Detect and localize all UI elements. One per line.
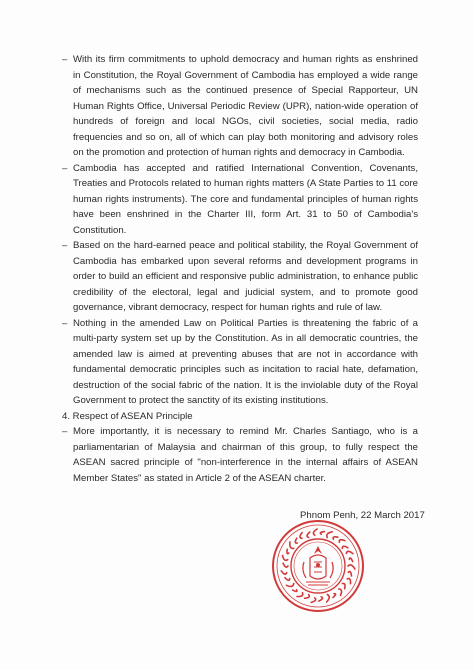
bullet-item [62,161,418,239]
bullet-dash: – [62,54,68,65]
seal-glyph-mark [339,540,345,543]
seal-glyph-mark [297,593,303,597]
bullet-item [62,424,418,486]
bullet-text: More importantly, it is necessary to remind Mr. Charles Santiago, who is a parliamentarian of Malaysia and chairman of this group, to fully respect the ASEAN sacred principle of "non-interference in the internal affairs of ASEAN Member States" as stated in Article 2 of the ASEAN charter. [73,426,418,484]
seal-glyph-mark [348,565,355,569]
seal-glyph-mark [333,537,338,539]
bullet-item [62,52,418,161]
seal-glyph-mark [293,590,297,592]
seal-glyph-mark [333,594,336,598]
section-heading: 4. Respect of ASEAN Principle [62,410,193,422]
seal-glyph-mark [295,538,297,543]
seal-glyph-mark [327,595,330,603]
seal-glyph-mark [349,558,352,562]
seal-glyph-mark [281,571,286,574]
bullet-dash: – [62,240,68,251]
seal-glyph-mark [307,532,310,538]
seal-glyph-mark [290,542,294,549]
seal-glyph-mark [348,572,351,576]
seal-glyph-mark [285,578,290,581]
bullet-dash: – [62,426,68,437]
seal-glyph-mark [320,532,324,535]
official-seal-icon [270,518,366,614]
seal-glyph-mark [305,595,310,599]
seal-glyph-mark [347,578,350,583]
seal-glyph-mark [283,563,288,567]
bullet-item [62,316,418,409]
seal-glyph-mark [319,597,323,601]
seal-glyph-mark [311,598,315,603]
bullet-text: With its firm commitments to uphold democracy and human rights as enshrined in Constitution, the Royal Government of Cambodia has employed a wide range of mechanisms such as the continued presence of Special Rapporteur, UN Human Rights Office, Universal Periodic Review (UPR), nation-wide operation of hundreds of foreign and local NGOs, civil societies, social media, radio frequencies and so on, all of which can play both monitoring and advisory roles on the promotion and protection of human rights and democracy in Cambodia. [73,54,418,158]
seal-glyph-mark [327,532,332,538]
seal-glyph-mark [300,533,302,539]
seal-glyph-mark [339,589,342,595]
bullet-item [62,238,418,316]
bullet-text: Based on the hard-earned peace and political stability, the Royal Government of Cambodia has embarked upon several reforms and development programs in order to build an efficient and responsive public administration, to enhance public credibility of the electoral, legal and judicial system, and to promote good governance, vibrant democracy, respect for human rights and rule of law. [73,240,418,313]
place-date: Phnom Penh, 22 March 2017 [300,510,425,521]
bullet-text: Cambodia has accepted and ratified International Convention, Covenants, Treaties and Protocols related to human rights matters (A State Parties to 11 core human rights instruments). The core and fundamental principles of human rights have been enshrined in the Charter III, form Art. 31 to 50 of Cambodia's Constitution. [73,162,419,236]
seal-glyph-mark [283,555,288,560]
seal-glyph-mark [287,549,289,553]
document-body [62,52,418,486]
bullet-dash: – [62,317,68,329]
seal-glyph-mark [313,529,317,535]
bullet-text: Nothing in the amended Law on Political Parties is threatening the fabric of a multi-party system set up by the Constitution. As in all democratic countries, the amended law is aimed at preventing abuses that are not in accordance with fundamental democratic principles such as incitation to racial hate, defamation, destruction of the social fabric of the nation. It is the inviolable duty of the Royal Government to protect the sanctity of its existing institutions. [73,317,418,406]
bullet-dash: – [62,162,68,174]
seal-glyph-mark [346,551,353,553]
seal-glyph-mark [342,583,345,588]
seal-glyph-mark [286,584,293,587]
seal-glyph-mark [342,546,348,548]
